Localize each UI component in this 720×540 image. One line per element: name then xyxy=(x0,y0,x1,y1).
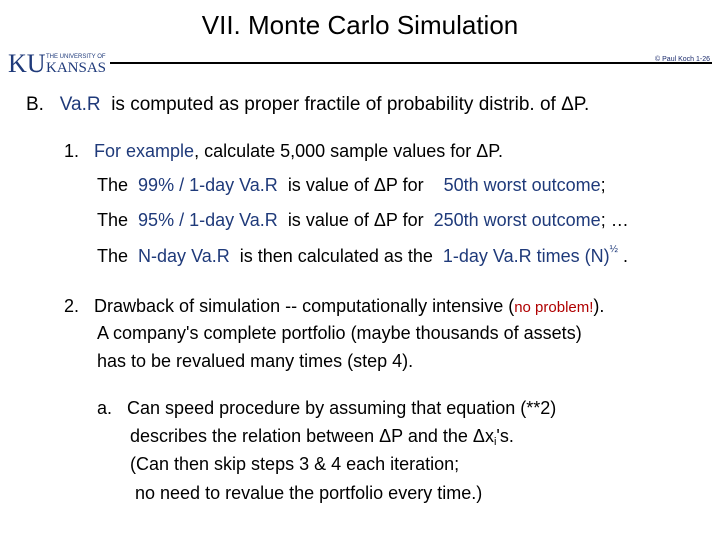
item-2a-text: Can speed procedure by assuming that equation (**2) xyxy=(127,398,557,418)
l3-mid: is then calculated as the xyxy=(239,246,433,266)
item-2-line-2: A company's complete portfolio (maybe thousands of assets) xyxy=(97,323,582,343)
l2-mid: is value of ΔP for xyxy=(287,210,424,230)
item-2a-line-2-pre: describes the relation between ΔP and the Δx xyxy=(130,426,494,446)
item-2-text: Drawback of simulation -- computationally intensive ( xyxy=(94,296,515,316)
l2-highlight: 95% / 1-day Va.R xyxy=(138,210,278,230)
l1-highlight: 99% / 1-day Va.R xyxy=(138,175,278,195)
item-1-example: For example xyxy=(94,141,195,161)
l2-pre: The xyxy=(97,210,129,230)
item-1-text: , calculate 5,000 sample values for ΔP. xyxy=(194,141,503,161)
header-rule xyxy=(110,62,712,64)
item-2a-sub: i xyxy=(493,436,497,448)
l1-post: ; xyxy=(600,175,606,195)
point-b-term: Va.R xyxy=(59,94,101,115)
l2-post: ; … xyxy=(600,210,629,230)
item-2a-line-3: (Can then skip steps 3 & 4 each iteration; xyxy=(130,454,460,474)
l3-highlight: N-day Va.R xyxy=(138,246,230,266)
item-2a-line-4: no need to revalue the portfolio every time.) xyxy=(135,483,483,503)
point-b-text: is computed as proper fractile of probability distrib. of ΔP. xyxy=(111,94,590,115)
l1-mid: is value of ΔP for xyxy=(287,175,424,195)
no-problem-text: no problem! xyxy=(514,299,594,316)
credit-text: © Paul Koch 1-26 xyxy=(655,56,710,63)
logo-top: THE UNIVERSITY OF xyxy=(46,54,106,60)
item-1-line-nday xyxy=(97,245,628,267)
point-b-label: B. xyxy=(26,94,44,115)
item-1 xyxy=(64,140,503,162)
item-2-text-end: ). xyxy=(593,296,605,316)
l3-end: 1-day Va.R times (N) xyxy=(442,246,610,266)
item-2 xyxy=(64,295,604,319)
item-1-line-95 xyxy=(97,209,629,231)
item-2a-label: a. xyxy=(97,398,113,418)
l1-pre: The xyxy=(97,175,129,195)
item-2a-line-1 xyxy=(97,397,556,419)
point-b xyxy=(26,94,589,116)
item-2a-line-2-post: 's. xyxy=(496,426,514,446)
logo-ku: KU xyxy=(8,49,46,78)
slide-title: VII. Monte Carlo Simulation xyxy=(201,10,519,40)
item-1-line-99 xyxy=(97,174,606,196)
l3-pre: The xyxy=(97,246,129,266)
l3-sup: ½ xyxy=(609,244,618,255)
ku-logo xyxy=(8,46,108,78)
item-1-num: 1. xyxy=(64,141,80,161)
item-2a-line-2 xyxy=(130,425,514,447)
logo-kansas: KANSAS xyxy=(46,60,107,76)
l3-post: . xyxy=(622,246,628,266)
item-2-num: 2. xyxy=(64,296,80,316)
l2-end: 250th worst outcome xyxy=(433,210,601,230)
l1-end: 50th worst outcome xyxy=(443,175,601,195)
item-2-line-3: has to be revalued many times (step 4). xyxy=(97,351,414,371)
